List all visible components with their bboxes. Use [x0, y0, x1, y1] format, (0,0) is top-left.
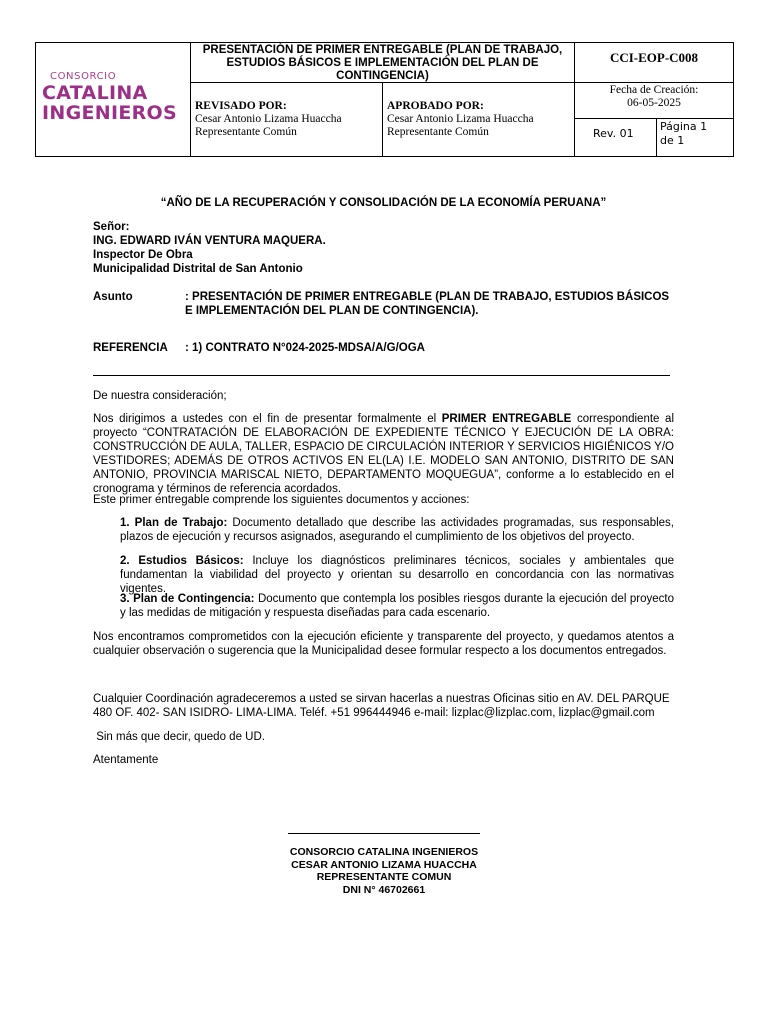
revisado-name: Cesar Antonio Lizama Huaccha — [195, 113, 342, 125]
list-item-title: 3. Plan de Contingencia: — [120, 593, 255, 605]
referencia-value: : 1) CONTRATO N°024-2025-MDSA/A/G/OGA — [185, 342, 425, 354]
recipient-line: Municipalidad Distrital de San Antonio — [93, 263, 303, 275]
primer-entregable-highlight: PRIMER ENTREGABLE — [441, 413, 572, 425]
asunto-line-1: : PRESENTACIÓN DE PRIMER ENTREGABLE (PLAN DE TRABAJO, ESTUDIOS BÁSICOS — [185, 291, 670, 303]
creation-date-label: Fecha de Creación: — [609, 84, 699, 96]
year-title: “AÑO DE LA RECUPERACIÓN Y CONSOLIDACIÓN DE LA ECONOMÍA PERUANA” — [160, 197, 607, 209]
page-number-line-2: de 1 — [660, 134, 685, 147]
list-item-title: 2. Estudios Básicos: — [120, 555, 244, 567]
greeting: De nuestra consideración; — [93, 390, 227, 402]
asunto-label: Asunto — [93, 291, 133, 303]
recipient-line: ING. EDWARD IVÁN VENTURA MAQUERA. — [93, 235, 326, 247]
list-item — [120, 554, 674, 596]
page-number — [657, 119, 733, 156]
logo-name — [42, 83, 177, 123]
signature-line — [288, 833, 480, 834]
creation-date-cell — [575, 83, 733, 119]
signature-line-text: REPRESENTANTE COMUN — [316, 871, 452, 883]
revisado-role: Representante Común — [195, 126, 297, 138]
creation-date-value: 06-05-2025 — [627, 97, 681, 109]
list-item — [120, 516, 674, 544]
signature-line-text: CONSORCIO CATALINA INGENIEROS — [289, 846, 479, 858]
aprobado-role: Representante Común — [387, 126, 489, 138]
asunto-value — [185, 290, 675, 318]
recipient-block — [93, 220, 493, 276]
logo-line-2: INGENIEROS — [42, 102, 177, 124]
aprobado-name: Cesar Antonio Lizama Huaccha — [387, 113, 534, 125]
list-item-text: Incluye los diagnósticos preliminares técnicos, sociales y ambientales que fundamentan la viabilidad del proyecto y orientan su desarrollo en concordancia con las normativas vigentes. — [120, 555, 674, 595]
paragraph-commitment: Nos encontramos comprometidos con la ejecución eficiente y transparente del proyecto, y quedamos atentos a cualquier observación o sugerencia que la Municipalidad desee formular respecto a los documentos entregados. — [93, 631, 674, 657]
list-item-text: Documento detallado que describe las actividades programadas, sus responsables, plazos de ejecución y recursos asignados, asegurando el cumplimiento de los objetivos del proyecto. — [120, 517, 674, 543]
paragraph-contact: Cualquier Coordinación agradeceremos a usted se sirvan hacerlas a nuestras Oficinas sitio en AV. DEL PARQUE 480 OF. 402- SAN ISIDRO- LIMA-LIMA. Teléf. +51 996444946 e-mail: lizplac@lizplac.com, lizplac@gmail.com — [93, 693, 670, 719]
asunto-line-2: E IMPLEMENTACIÓN DEL PLAN DE CONTINGENCIA). — [185, 305, 479, 317]
document-title-line-2: ESTUDIOS BÁSICOS E IMPLEMENTACIÓN DEL PLAN DE CONTINGENCIA) — [226, 57, 539, 82]
recipient-line: Señor: — [93, 221, 130, 233]
atentamente: Atentamente — [93, 754, 159, 766]
logo-consorcio-text: CONSORCIO — [50, 71, 117, 82]
list-item-title: 1. Plan de Trabajo: — [120, 517, 228, 529]
company-logo — [36, 43, 191, 156]
aprobado-label: APROBADO POR: — [387, 100, 484, 112]
referencia-label: REFERENCIA — [93, 342, 168, 354]
recipient-line: Inspector De Obra — [93, 249, 193, 261]
aprobado-por-cell — [383, 83, 575, 156]
signature-block — [234, 846, 534, 896]
revisado-por-cell — [191, 83, 383, 156]
list-item — [120, 592, 674, 620]
signature-line-text: CESAR ANTONIO LIZAMA HUACCHA — [291, 858, 477, 871]
logo-line-1: CATALINA — [42, 82, 148, 104]
document-title-line-1: PRESENTACIÓN DE PRIMER ENTREGABLE (PLAN DE TRABAJO, — [202, 44, 563, 56]
page-number-line-1: Página 1 — [660, 120, 708, 133]
revision-number: Rev. 01 — [575, 119, 657, 156]
closing-line: Sin más que decir, quedo de UD. — [93, 731, 265, 743]
paragraph-list-intro: Este primer entregable comprende los siguientes documentos y acciones: — [93, 494, 470, 506]
separator-line — [93, 375, 670, 376]
signature-line-text: DNI N° 46702661 — [342, 883, 426, 896]
document-header-table — [35, 42, 734, 157]
paragraph-intro-start: Nos dirigimos a ustedes con el fin de presentar formalmente el — [93, 413, 442, 425]
paragraph-intro-rest: correspondiente al proyecto “CONTRATACIÓN DE ELABORACIÓN DE EXPEDIENTE TÉCNICO Y EJECUCIÓN DE LA OBRA: CONSTRUCCIÓN DE AULA, TALLER, ESPACIO DE CIRCULACIÓN INTERIOR Y SERVICIOS HIGIÉNICOS Y/O VESTIDORES; ADEMÁS DE OTROS ACTIVOS EN EL(LA) I.E. MODELO SAN ANTONIO, DISTRITO DE SAN ANTONIO, PROVINCIA MARISCAL NIETO, DEPARTAMENTO MOQUEGUA”, conforme a lo establecido en el cronograma y términos de referencia acordados. — [93, 413, 674, 495]
paragraph-intro — [93, 412, 674, 496]
document-title — [191, 43, 575, 83]
list-item-text: Documento que contempla los posibles riesgos durante la ejecución del proyecto y las medidas de mitigación y respuesta diseñadas para cada escenario. — [120, 593, 674, 619]
revisado-label: REVISADO POR: — [195, 100, 287, 112]
document-code: CCI-EOP-C008 — [575, 43, 733, 83]
